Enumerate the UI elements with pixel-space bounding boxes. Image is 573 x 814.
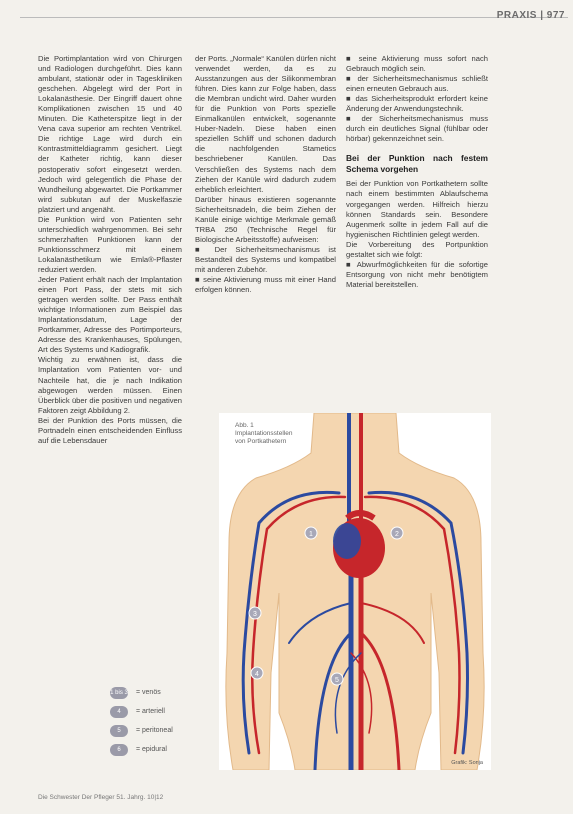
bullet-item: ■ der Sicherheitsmechanismus muss durch ein deutliches Signal (fühlbar oder hörbar) gekennzeichnet sein. [346,114,488,144]
body-silhouette [226,413,484,770]
section-heading: Bei der Punktion nach festem Schema vorgehen [346,153,488,175]
header-rule [20,17,568,18]
paragraph: Jeder Patient erhält nach der Implantation einen Port Pass, der stets mit sich getragen werden sollte. Der Pass enthält wichtige Informationen zum Beispiel das Implantationsdatum, Lage der Portkammer, Adresse des Portimporteurs, Adresse des Krankenhauses, Spülungen, Art des Systems und Kadiografik. [38,275,182,355]
bullet-item: ■ seine Aktivierung muss sofort nach Gebrauch möglich sein. [346,54,488,74]
anatomy-figure [219,413,491,770]
caption-line: Implantationsstellen [235,430,293,437]
legend-marker: 4 [110,706,128,718]
marker-label: 5 [335,677,339,684]
caption-line: von Portkathetern [235,438,287,445]
legend-text: = arteriell [136,708,165,715]
figure-caption [233,420,294,448]
legend-text: = epidural [136,746,167,753]
legend-row [110,683,220,702]
paragraph: der Ports. „Normale“ Kanülen dürfen nicht verwendet werden, da es zu Ausstanzungen aus der Silikonmembran führen. Dies kann zur Folge haben, dass die Membran undicht wird. Daher wurden für die Punktion von Ports spezielle Einmalkanülen entwickelt, sogenannte Huber-Nadeln. Diese haben einen speziellen Schliff und schonen dadurch die nachfolgenden Stametics beschriebener Kanülen. Das Verschließen des Systems nach dem Ziehen der Kanüle wird dadurch zudem erheblich erleichtert. [195,54,336,194]
caption-line: Abb. 1 [235,422,254,429]
legend-text: = peritoneal [136,727,173,734]
paragraph: Die Vorbereitung des Portpunktion gestaltet sich wie folgt: [346,239,488,259]
text-column-3 [346,54,488,290]
bullet-item: ■ seine Aktivierung muss mit einer Hand erfolgen können. [195,275,336,295]
text-column-2 [195,54,336,295]
figure-legend [110,683,220,759]
bullet-item: ■ der Sicherheitsmechanismus schließt einen erneuten Gebrauch aus. [346,74,488,94]
legend-marker: 5 [110,725,128,737]
marker-label: 4 [255,671,259,678]
paragraph: Bei der Punktion von Portkathetern sollte nach einem bestimmten Ablaufschema vorgegangen werden. Hilfreich hierzu können Standards sein. Besondere Augenmerk sollte in jedem Fall auf die hygienischen Richtlinien gelegt werden. [346,179,488,239]
paragraph: Die Portimplantation wird von Chirurgen und Radiologen durchgeführt. Dies kann ambulant, stationär oder in Tageskliniken geschehen. Abgelegt wird der Port in Lokalanästhesie. Der Eingriff dauert ohne Komplikationen zwischen 15 und 40 Minuten. Die Katheterspitze liegt in der Vena cava superior am rechten Ventrikel. Die richtige Lage wird durch ein Kontrastmitteldiagramm gesichert. Liegt der Katheter richtig, kann dieser postoperativ sofort eingesetzt werden. Jedoch wird gelegentlich die Phase der Wundheilung abgewartet. Die Portkammer wird subkutan auf der Muskelfaszie platziert und angenäht. [38,54,182,214]
legend-row [110,740,220,759]
legend-row [110,721,220,740]
bullet-item: ■ Der Sicherheitsmechanismus ist Bestandteil des Systems und kompatibel mit anderen Zubehör. [195,244,336,274]
paragraph: Wichtig zu erwähnen ist, dass die Implantation vom Patienten vor- und Nachteile hat, die je nach Indikation abgewogen werden müssen. Einen Überblick über die positiven und negativen Faktoren zeigt Abbildung 2. [38,355,182,415]
paragraph: Die Punktion wird von Patienten sehr unterschiedlich wahrgenommen. Bei sehr schmerzhaften Punktionen kann der Punktionsschmerz mit einem Lokalanästhetikum wie Emla®-Pflaster reduziert werden. [38,214,182,274]
page-footer: Die Schwester Der Pfleger 51. Jahrg. 10|12 [38,794,164,801]
legend-marker: 1 bis 3 [110,687,128,699]
circulatory-illustration [219,413,491,770]
bullet-item: ■ das Sicherheitsprodukt erfordert keine Änderung der Anwendungstechnik. [346,94,488,114]
legend-row [110,702,220,721]
legend-marker: 6 [110,744,128,756]
marker-label: 2 [395,531,399,538]
marker-label: 3 [253,611,257,618]
paragraph: Darüber hinaus existieren sogenannte Sicherheitsnadeln, die beim Ziehen der Kanüle einige wichtige Merkmale gemäß TRBA 250 (Technische Regel für Biologische Arbeitsstoffe) aufweisen: [195,194,336,244]
paragraph: Bei der Punktion des Ports müssen, die Portnadeln einen entscheidenden Einfluss auf die Lebensdauer [38,415,182,445]
page-header: PRAXIS | 977 [496,10,565,21]
text-column-1 [38,54,182,446]
figure-credit: Grafik: Sonja [451,760,483,766]
marker-label: 1 [309,531,313,538]
bullet-item: ■ Abwurfmöglichkeiten für die sofortige Entsorgung von nicht mehr benötigtem Material bereitstellen. [346,259,488,289]
legend-text: = venös [136,689,161,696]
